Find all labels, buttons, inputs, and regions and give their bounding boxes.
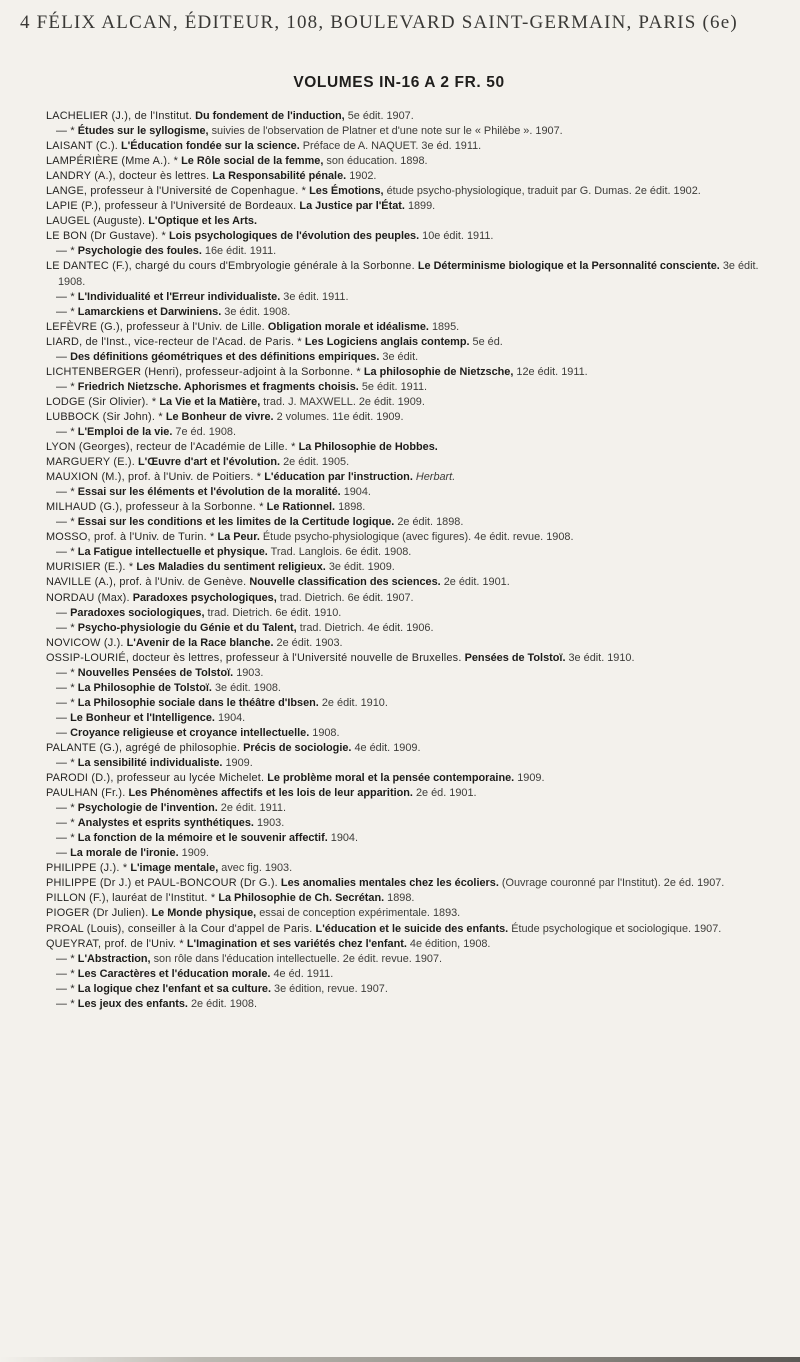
entry-author: MOSSO, prof. à l'Univ. de Turin. * [46, 531, 215, 544]
entry-author: PIOGER (Dr Julien). [46, 907, 149, 920]
entry-note: 2e édit. 1911. [220, 802, 286, 815]
entry-author: PHILIPPE (Dr J.) et PAUL-BONCOUR (Dr G.). [46, 877, 278, 890]
entry-note: 2e éd. 1901. [415, 787, 477, 800]
entry-title: Obligation morale et idéalisme. [267, 320, 429, 333]
catalogue-entry [46, 801, 772, 816]
entry-author: MURISIER (E.). * [46, 561, 134, 574]
catalogue-entry [46, 320, 772, 335]
entry-note: 3e édit. 1909. [328, 561, 395, 574]
catalogue-entry [46, 997, 772, 1012]
entry-note: (Ouvrage couronné par l'Institut). 2e éd. 1907. [501, 877, 725, 890]
entry-title: Psychologie de l'invention. [77, 802, 218, 815]
catalogue-entry [46, 470, 772, 485]
entry-note: 5e édit. 1907. [347, 110, 414, 122]
catalogue-entry [46, 786, 772, 801]
entry-author: NORDAU (Max). [46, 591, 130, 604]
entry-author: — [56, 711, 68, 724]
entry-title: La Justice par l'État. [299, 200, 405, 213]
catalogue-entry [46, 952, 772, 967]
entry-note: 1903. [236, 666, 264, 679]
entry-title: La sensibilité individualiste. [77, 757, 223, 770]
entry-author: — * [56, 516, 75, 529]
entry-title: Lois psychologiques de l'évolution des peuples. [169, 230, 420, 243]
entry-list [20, 109, 778, 1012]
entry-author: LE DANTEC (F.), chargé du cours d'Embryologie générale à la Sorbonne. [46, 260, 415, 273]
entry-author: — * [56, 681, 75, 694]
entry-note: Trad. Langlois. 6e édit. 1908. [270, 546, 412, 559]
running-head: 4 FÉLIX ALCAN, ÉDITEUR, 108, BOULEVARD SAINT-GERMAIN, PARIS (6e) [20, 12, 738, 33]
entry-author: MILHAUD (G.), professeur à la Sorbonne. * [46, 501, 264, 514]
entry-note: suivies de l'observation de Platner et d'une note sur le « Philèbe ». 1907. [211, 125, 563, 138]
entry-author: — * [56, 952, 75, 965]
entry-title: L'Individualité et l'Erreur individualiste. [77, 290, 281, 303]
entry-title: Lamarckiens et Darwiniens. [77, 305, 222, 318]
entry-title: L'Œuvre d'art et l'évolution. [137, 456, 281, 469]
entry-note: trad. Dietrich. 6e édit. 1910. [207, 606, 342, 619]
entry-author: LACHELIER (J.), de l'Institut. [46, 110, 193, 122]
entry-author: LE BON (Dr Gustave). * [46, 230, 166, 243]
entry-note: 2e édit. 1901. [443, 576, 510, 589]
catalogue-entry [46, 124, 772, 139]
entry-author: LANGE, professeur à l'Université de Copenhague. * [46, 185, 307, 198]
catalogue-entry [46, 906, 772, 921]
catalogue-entry [46, 741, 772, 756]
entry-note: trad. Dietrich. 6e édit. 1907. [279, 591, 414, 604]
catalogue-entry [46, 876, 772, 891]
entry-title: Le Rationnel. [266, 501, 336, 514]
entry-note: 4e édit. 1909. [354, 741, 421, 754]
catalogue-entry [46, 846, 772, 861]
catalogue-entry [46, 545, 772, 560]
entry-title: L'éducation par l'instruction. [264, 471, 413, 484]
entry-author: — [56, 350, 68, 363]
entry-author: LANDRY (A.), docteur ès lettres. [46, 170, 210, 183]
entry-note: 4e éd. 1911. [273, 967, 334, 980]
entry-author: LYON (Georges), recteur de l'Académie de Lille. * [46, 441, 296, 454]
entry-author: — * [56, 380, 75, 393]
catalogue-entry [46, 244, 772, 259]
entry-title: Essai sur les conditions et les limites de la Certitude logique. [77, 516, 395, 529]
entry-author: — * [56, 621, 75, 634]
entry-author: — * [56, 245, 75, 258]
catalogue-entry [46, 184, 772, 199]
entry-author: — * [56, 666, 75, 679]
catalogue-entry [46, 982, 772, 997]
entry-note: 1908. [312, 726, 340, 739]
catalogue-entry [46, 816, 772, 831]
catalogue-entry [46, 591, 772, 606]
catalogue-entry [46, 410, 772, 425]
catalogue-entry [46, 681, 772, 696]
catalogue-entry [46, 425, 772, 440]
entry-note: 1899. [407, 200, 436, 213]
entry-note: 2e édit. 1910. [321, 696, 388, 709]
entry-note: 3e édit. [382, 350, 419, 363]
entry-title: L'image mentale, [130, 862, 219, 875]
entry-title: Précis de sociologie. [243, 741, 352, 754]
entry-note: 1898. [387, 892, 415, 905]
catalogue-entry [46, 139, 772, 154]
entry-title: Nouvelles Pensées de Tolstoï. [77, 666, 234, 679]
entry-author: — * [56, 486, 75, 499]
catalogue-entry [46, 259, 772, 289]
entry-title: Friedrich Nietzsche. Aphorismes et fragments choisis. [77, 380, 359, 393]
catalogue-entry [46, 380, 772, 395]
entry-title: Le problème moral et la pensée contemporaine. [267, 772, 515, 785]
entry-author: — * [56, 696, 75, 709]
entry-title: L'Emploi de la vie. [77, 425, 173, 438]
catalogue-entry [46, 455, 772, 470]
entry-author: PARODI (D.), professeur au lycée Michelet. [46, 772, 265, 785]
entry-note: trad. J. MAXWELL. 2e édit. 1909. [263, 395, 425, 408]
entry-title: Psychologie des foules. [77, 245, 202, 258]
entry-author: — * [56, 546, 75, 559]
entry-note: avec fig. 1903. [221, 862, 293, 875]
entry-title: Paradoxes psychologiques, [132, 591, 277, 604]
entry-note: 3e édit. 1908. [224, 305, 291, 318]
entry-author: — * [56, 832, 75, 845]
catalogue-entry [46, 214, 772, 229]
entry-note: étude psycho-physiologique, traduit par G. Dumas. 2e édit. 1902. [386, 185, 701, 198]
entry-note: 12e édit. 1911. [516, 365, 588, 378]
entry-author: — [56, 606, 68, 619]
entry-note: 2e édit. 1908. [190, 997, 257, 1010]
entry-note: 5e éd. [472, 335, 503, 348]
entry-title: Études sur le syllogisme, [77, 125, 209, 138]
catalogue-entry [46, 305, 772, 320]
entry-author: LODGE (Sir Olivier). * [46, 395, 157, 408]
catalogue-entry [46, 696, 772, 711]
entry-note: 1903. [256, 817, 285, 830]
entry-title: La Philosophie de Ch. Secrétan. [218, 892, 385, 905]
entry-note: 3e édit. 1908. [214, 681, 281, 694]
entry-author: LEFÈVRE (G.), professeur à l'Univ. de Lille. [46, 320, 265, 333]
entry-author: — * [56, 757, 75, 770]
entry-title: Le Rôle social de la femme, [181, 155, 324, 168]
page-edge-shadow [0, 1357, 800, 1362]
entry-title: L'Imagination et ses variétés chez l'enfant. [186, 937, 407, 950]
entry-note: son éducation. 1898. [326, 155, 428, 168]
entry-author: — * [56, 125, 75, 138]
catalogue-entry [46, 831, 772, 846]
entry-author: — * [56, 290, 75, 303]
entry-author: OSSIP-LOURIÉ, docteur ès lettres, professeur à l'Université nouvelle de Bruxelles. [46, 651, 462, 664]
entry-title: Les Caractères et l'éducation morale. [77, 967, 271, 980]
entry-title: La Philosophie de Tolstoï. [77, 681, 212, 694]
entry-title: La logique chez l'enfant et sa culture. [77, 982, 272, 995]
entry-title: Le Déterminisme biologique et la Personnalité consciente. [417, 260, 720, 273]
entry-title: L'Abstraction, [77, 952, 151, 965]
entry-note: 1909. [517, 772, 545, 785]
entry-title: La philosophie de Nietzsche, [363, 365, 514, 378]
entry-note: Herbart. [415, 471, 456, 484]
entry-note: 1895. [431, 320, 460, 333]
entry-note: son rôle dans l'éducation intellectuelle. 2e édit. revue. 1907. [153, 952, 443, 965]
catalogue-entry [46, 530, 772, 545]
entry-note: 1904. [343, 486, 371, 499]
entry-note: Étude psycho-physiologique (avec figures). 4e édit. revue. 1908. [262, 531, 574, 544]
catalogue-entry [46, 169, 772, 184]
entry-title: La Responsabilité pénale. [212, 170, 347, 183]
catalogue-entry [46, 350, 772, 365]
catalogue-entry [46, 440, 772, 455]
entry-title: La morale de l'ironie. [70, 847, 179, 860]
section-title: VOLUMES IN-16 A 2 FR. 50 [293, 74, 505, 91]
catalogue-entry [46, 891, 772, 906]
entry-author: LICHTENBERGER (Henri), professeur-adjoint à la Sorbonne. * [46, 365, 361, 378]
catalogue-entry [46, 109, 772, 124]
entry-title: Pensées de Tolstoï. [464, 651, 566, 664]
entry-title: L'éducation et le suicide des enfants. [315, 922, 509, 935]
catalogue-entry [46, 756, 772, 771]
entry-note: 4e édition, 1908. [409, 937, 491, 950]
entry-note: 1904. [330, 832, 359, 845]
entry-note: 2 volumes. 11e édit. 1909. [276, 410, 404, 423]
entry-author: — * [56, 997, 75, 1010]
entry-note: Étude psychologique et sociologique. 1907. [511, 922, 722, 935]
entry-title: Nouvelle classification des sciences. [249, 576, 441, 589]
entry-title: La Vie et la Matière, [159, 395, 261, 408]
entry-title: L'Optique et les Arts. [148, 215, 257, 228]
catalogue-entry [46, 199, 772, 214]
entry-title: La Philosophie de Hobbes. [298, 441, 438, 454]
entry-author: NAVILLE (A.), prof. à l'Univ. de Genève. [46, 576, 247, 589]
entry-note: 10e édit. 1911. [422, 230, 494, 243]
entry-title: Le Bonheur de vivre. [165, 410, 274, 423]
entry-note: 3e édition, revue. 1907. [274, 982, 388, 995]
catalogue-entry [46, 154, 772, 169]
entry-author: QUEYRAT, prof. de l'Univ. * [46, 937, 184, 950]
entry-author: PHILIPPE (J.). * [46, 862, 128, 875]
catalogue-entry [46, 726, 772, 741]
entry-title: Les Logiciens anglais contemp. [304, 335, 470, 348]
entry-title: L'Éducation fondée sur la science. [121, 140, 300, 153]
entry-author: PALANTE (G.), agrégé de philosophie. [46, 741, 241, 754]
entry-author: LIARD, de l'Inst., vice-recteur de l'Acad. de Paris. * [46, 335, 302, 348]
entry-author: LUBBOCK (Sir John). * [46, 410, 163, 423]
entry-note: 5e édit. 1911. [361, 380, 428, 393]
entry-author: — * [56, 802, 75, 815]
catalogue-entry [46, 666, 772, 681]
catalogue-entry [46, 229, 772, 244]
catalogue-entry [46, 335, 772, 350]
entry-title: La fonction de la mémoire et le souvenir affectif. [77, 832, 328, 845]
entry-note: 1909. [181, 847, 209, 860]
entry-title: L'Avenir de la Race blanche. [126, 636, 274, 649]
catalogue-entry [46, 711, 772, 726]
catalogue-entry [46, 967, 772, 982]
entry-author: LAUGEL (Auguste). [46, 215, 146, 228]
entry-author: — * [56, 305, 75, 318]
entry-note: 2e édit. 1898. [397, 516, 464, 529]
entry-author: PILLON (F.), lauréat de l'Institut. * [46, 892, 216, 905]
entry-note: 1904. [217, 711, 246, 724]
entry-author: LAMPÉRIÈRE (Mme A.). * [46, 155, 179, 168]
entry-author: — [56, 726, 68, 739]
entry-title: La Peur. [217, 531, 260, 544]
entry-note: 3e édit. 1911. [283, 290, 349, 303]
entry-author: — * [56, 817, 75, 830]
entry-title: Les anomalies mentales chez les écoliers. [280, 877, 499, 890]
entry-title: Le Monde physique, [151, 907, 257, 920]
entry-author: PAULHAN (Fr.). [46, 787, 126, 800]
entry-note: 3e édit. 1910. [568, 651, 635, 664]
entry-note: 1909. [225, 757, 253, 770]
catalogue-entry [46, 395, 772, 410]
entry-note: 1902. [349, 170, 377, 183]
catalogue-entry [46, 365, 772, 380]
catalogue-entry [46, 560, 772, 575]
entry-title: Analystes et esprits synthétiques. [77, 817, 254, 830]
catalogue-entry [46, 515, 772, 530]
entry-note: Préface de A. NAQUET. 3e éd. 1911. [302, 140, 482, 153]
entry-author: LAPIE (P.), professeur à l'Université de Bordeaux. [46, 200, 297, 213]
entry-note: 3e édit. 1908. [58, 260, 759, 288]
entry-author: NOVICOW (J.). [46, 636, 124, 649]
entry-author: — * [56, 425, 75, 438]
catalogue-entry [46, 575, 772, 590]
entry-note: essai de conception expérimentale. 1893. [259, 907, 461, 920]
entry-title: Psycho-physiologie du Génie et du Talent, [77, 621, 297, 634]
catalogue-entry [46, 922, 772, 937]
entry-title: Les Émotions, [309, 185, 384, 198]
entry-title: Les Maladies du sentiment religieux. [136, 561, 326, 574]
entry-title: Paradoxes sociologiques, [70, 606, 205, 619]
entry-title: La Fatigue intellectuelle et physique. [77, 546, 268, 559]
catalogue-entry [46, 500, 772, 515]
entry-author: LAISANT (C.). [46, 140, 118, 153]
entry-title: Croyance religieuse et croyance intellectuelle. [70, 726, 310, 739]
entry-author: PROAL (Louis), conseiller à la Cour d'appel de Paris. [46, 922, 313, 935]
entry-author: MARGUERY (E.). [46, 456, 135, 469]
entry-title: Des définitions géométriques et des définitions empiriques. [70, 350, 380, 363]
entry-note: 7e éd. 1908. [175, 425, 236, 438]
entry-author: — * [56, 967, 75, 980]
entry-note: 1898. [338, 501, 366, 514]
entry-note: 2e édit. 1905. [283, 456, 350, 469]
catalogue-entry [46, 606, 772, 621]
entry-note: trad. Dietrich. 4e édit. 1906. [299, 621, 434, 634]
entry-author: MAUXION (M.), prof. à l'Univ. de Poitiers. * [46, 471, 262, 484]
entry-author: — * [56, 982, 75, 995]
catalogue-entry [46, 485, 772, 500]
entry-title: Du fondement de l'induction, [195, 110, 345, 122]
catalogue-entry [46, 636, 772, 651]
entry-title: Le Bonheur et l'Intelligence. [70, 711, 215, 724]
entry-title: La Philosophie sociale dans le théâtre d'Ibsen. [77, 696, 319, 709]
catalogue-entry [46, 937, 772, 952]
catalogue-entry [46, 771, 772, 786]
catalogue-entry [46, 861, 772, 876]
entry-title: Les jeux des enfants. [77, 997, 188, 1010]
catalogue-entry [46, 290, 772, 305]
catalogue-entry [46, 651, 772, 666]
entry-note: 2e édit. 1903. [276, 636, 343, 649]
catalogue-entry [46, 621, 772, 636]
entry-note: 16e édit. 1911. [204, 245, 277, 258]
entry-author: — [56, 847, 68, 860]
entry-title: Les Phénomènes affectifs et les lois de leur apparition. [128, 787, 413, 800]
entry-title: Essai sur les éléments et l'évolution de la moralité. [77, 486, 341, 499]
